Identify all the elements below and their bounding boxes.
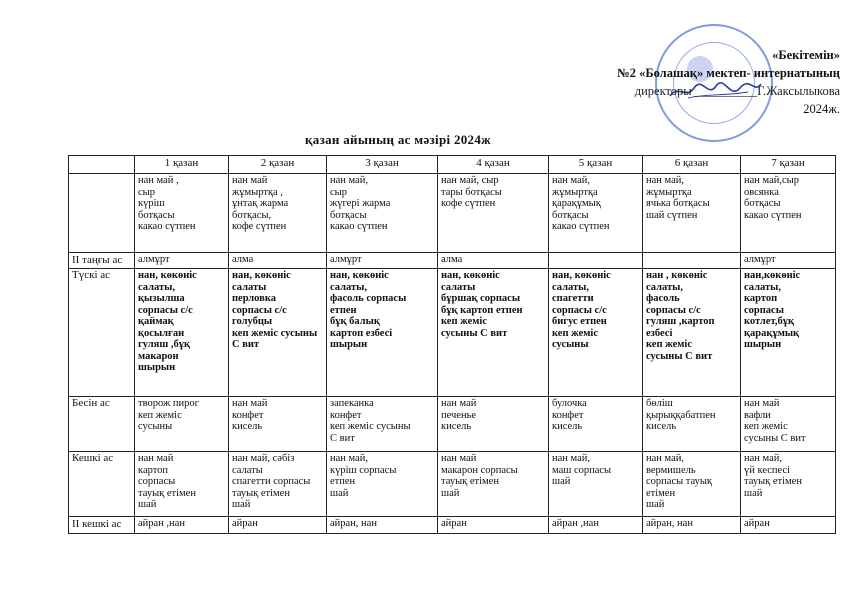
menu-cell: айран, нан <box>327 517 438 534</box>
menu-cell: нан, көкөніс салаты, қызылша сорпасы с/с қаймақ қосылған гуляш ,бұқ макарон шырын <box>135 269 229 397</box>
menu-cell: нан май, үй кеспесі тауық етімен шай <box>741 452 836 517</box>
approval-line-3: директоры __________Г.Жаксылыкова <box>634 84 840 98</box>
menu-cell: алмұрт <box>135 253 229 269</box>
table-row <box>69 174 836 253</box>
meal-label: Түскі ас <box>69 269 135 397</box>
menu-cell: алмұрт <box>327 253 438 269</box>
page-title: қазан айының ас мәзірі 2024ж <box>305 132 491 147</box>
header-cell <box>69 156 135 174</box>
menu-table <box>68 155 836 534</box>
menu-cell: алмұрт <box>741 253 836 269</box>
menu-cell: айран <box>438 517 549 534</box>
menu-cell: нан май, сыр тары ботқасы кофе сүтпен <box>438 174 549 253</box>
menu-cell: нан май, жұмыртқа қарақұмық ботқасы какао сүтпен <box>549 174 643 253</box>
meal-label: ІІ кешкі ас <box>69 517 135 534</box>
approval-block <box>617 46 840 118</box>
menu-cell: айран, нан <box>643 517 741 534</box>
menu-cell: нан май, маш сорпасы шай <box>549 452 643 517</box>
menu-cell: алма <box>438 253 549 269</box>
table-row <box>69 452 836 517</box>
approval-line-4: 2024ж. <box>803 102 840 116</box>
menu-cell: нан май конфет кисель <box>229 397 327 452</box>
menu-cell <box>643 253 741 269</box>
approval-line-1: «Бекітемін» <box>772 48 840 62</box>
menu-cell: нан май макарон сорпасы тауық етімен шай <box>438 452 549 517</box>
header-cell: 2 қазан <box>229 156 327 174</box>
menu-cell: творож пирог кеп жеміс сусыны <box>135 397 229 452</box>
meal-label <box>69 174 135 253</box>
menu-cell: нан май жұмыртқа , ұнтақ жарма ботқасы, кофе сүтпен <box>229 174 327 253</box>
header-row <box>69 156 836 174</box>
header-cell: 6 қазан <box>643 156 741 174</box>
menu-cell: нан май картоп сорпасы тауық етімен шай <box>135 452 229 517</box>
menu-cell: айран <box>229 517 327 534</box>
menu-cell: нан май, күріш сорпасы етпен шай <box>327 452 438 517</box>
menu-cell: нан май печенье кисель <box>438 397 549 452</box>
menu-cell: айран <box>741 517 836 534</box>
menu-cell: нан, көкөніс салаты бұршақ сорпасы бұқ картоп етпен кеп жеміс сусыны С вит <box>438 269 549 397</box>
menu-cell: айран ,нан <box>135 517 229 534</box>
menu-cell: алма <box>229 253 327 269</box>
menu-cell: бөліш қырыққабатпен кисель <box>643 397 741 452</box>
approval-line-2: №2 «Болашақ» мектеп- интернатының <box>617 66 840 80</box>
menu-cell: нан, көкөніс салаты, спагетти сорпасы с/с бигус етпен кеп жеміс сусыны <box>549 269 643 397</box>
menu-cell: нан май, жұмыртқа ячька ботқасы шай сүтпен <box>643 174 741 253</box>
menu-cell: айран ,нан <box>549 517 643 534</box>
table-row <box>69 253 836 269</box>
table-row <box>69 517 836 534</box>
meal-label: Бесін ас <box>69 397 135 452</box>
header-cell: 4 қазан <box>438 156 549 174</box>
table-row <box>69 269 836 397</box>
menu-cell: нан, көкөніс салаты перловка сорпасы с/с голубцы кеп жеміс сусыны С вит <box>229 269 327 397</box>
meal-label: Кешкі ас <box>69 452 135 517</box>
header-cell: 3 қазан <box>327 156 438 174</box>
menu-cell: булочка конфет кисель <box>549 397 643 452</box>
menu-cell: нан, көкөніс салаты, фасоль сорпасы етпен бұқ балық картоп езбесі шырын <box>327 269 438 397</box>
menu-cell <box>549 253 643 269</box>
menu-cell: нан май,сыр овсянка ботқасы какао сүтпен <box>741 174 836 253</box>
menu-cell: нан май, сәбіз салаты спагетти сорпасы тауық етімен шай <box>229 452 327 517</box>
menu-cell: нан , көкөніс салаты, фасоль сорпасы с/с гуляш ,картоп езбесі кеп жеміс сусыны С вит <box>643 269 741 397</box>
menu-cell: нан май, сыр жүгері жарма ботқасы какао сүтпен <box>327 174 438 253</box>
menu-cell: нан май вафли кеп жеміс сусыны С вит <box>741 397 836 452</box>
menu-cell: запеканка конфет кеп жеміс сусыны С вит <box>327 397 438 452</box>
menu-cell: нан,көкөніс салаты, картоп сорпасы котлет,бұқ қарақұмық шырын <box>741 269 836 397</box>
header-cell: 7 қазан <box>741 156 836 174</box>
menu-cell: нан май, вермишель сорпасы тауық етімен шай <box>643 452 741 517</box>
meal-label: ІІ таңғы ас <box>69 253 135 269</box>
header-cell: 5 қазан <box>549 156 643 174</box>
table-row <box>69 397 836 452</box>
menu-cell: нан май , сыр күріш ботқасы какао сүтпен <box>135 174 229 253</box>
header-cell: 1 қазан <box>135 156 229 174</box>
menu-body <box>69 174 836 534</box>
